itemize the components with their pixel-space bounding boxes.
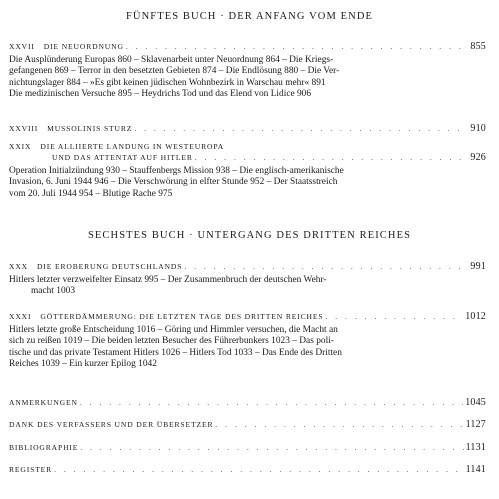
section-title: BIBLIOGRAPHIE	[9, 443, 79, 452]
chapter-number: XXIX	[9, 142, 32, 151]
chapter-title: MUSSOLINIS STURZ	[47, 124, 133, 133]
leader-dots	[80, 443, 463, 453]
toc-entry-xxvii[interactable]	[9, 42, 486, 101]
chapter-description: Operation Initialzündung 930 – Stauffenbergs Mission 938 – Die englisch-amerikanische Invasion, 6. Juni 1944 946 – Die Verschwörung in elfter Stunde 952 – Der Staatsstreich vom 20. Juli 1944 954 – Blutige Rache 975	[9, 166, 344, 199]
page-number: 991	[470, 261, 486, 272]
chapter-description: Hitlers letzte große Entscheidung 1016 – Göring und Himmler versuchen, die Macht an sich zu reißen 1019 – Die beiden letzten Besucher des Führerbunkers 1023 – Das poli- tische und das private Testament Hitlers 1026 – Hitlers Tod 1033 – Das Ende des Dritten Reiches 1039 – Ein kurzer Epilog 1042	[9, 325, 342, 370]
chapter-number: XXX	[9, 262, 29, 271]
leader-dots	[80, 398, 463, 408]
leader-dots	[126, 42, 469, 52]
chapter-description: Hitlers letzter verzweifelter Einsatz 995 – Der Zusammenbruch der deutschen Wehr- macht 1003	[9, 275, 327, 297]
leader-dots	[195, 153, 469, 163]
book-heading-6: SECHSTES BUCH · UNTERGANG DES DRITTEN REICHES	[87, 230, 412, 241]
page-number: 1127	[465, 419, 486, 430]
toc-entry-register[interactable]	[9, 465, 486, 475]
chapter-number: XXXI	[9, 312, 32, 321]
page-number: 1141	[465, 464, 486, 475]
section-title: REGISTER	[9, 465, 53, 474]
leader-dots	[184, 262, 468, 272]
leader-dots	[54, 465, 463, 475]
toc-entry-bibliographie[interactable]	[9, 443, 486, 453]
toc-entry-xxx[interactable]	[9, 262, 486, 298]
page-number: 926	[470, 152, 486, 163]
book-heading-5: FÜNFTES BUCH · DER ANFANG VOM ENDE	[125, 11, 374, 22]
chapter-title-continued: UND DAS ATTENTAT AUF HITLER	[52, 153, 193, 162]
leader-dots	[215, 420, 463, 430]
section-title: DANK DES VERFASSERS UND DER ÜBERSETZER	[9, 420, 214, 429]
page-number: 1012	[465, 311, 486, 322]
page-number: 910	[470, 123, 486, 134]
leader-dots	[325, 312, 463, 322]
chapter-title: DIE ALLIIERTE LANDUNG IN WESTEUROPA	[40, 142, 225, 151]
leader-dots	[134, 124, 468, 134]
chapter-title: DIE NEUORDNUNG	[43, 42, 124, 51]
chapter-title: DIE EROBERUNG DEUTSCHLANDS	[37, 262, 183, 271]
toc-entry-dank[interactable]	[9, 420, 486, 430]
page-number: 1045	[465, 397, 486, 408]
page-number: 855	[470, 41, 486, 52]
toc-entry-xxviii[interactable]	[9, 124, 486, 134]
chapter-number: XXVII	[9, 42, 35, 51]
toc-entry-xxxi[interactable]	[9, 312, 486, 371]
chapter-number: XXVIII	[9, 124, 39, 133]
chapter-description: Die Ausplünderung Europas 860 – Sklavenarbeit unter Neuordnung 864 – Die Kriegs- gefangenen 869 – Terror in den besetzten Gebieten 874 – Die Endlösung 880 – Die Ver- nichtungslager 884 – »Es gibt keinen jüdischen Wohnbezirk in Warschau mehr« 891 Die medizinischen Versuche 895 – Heydrichs Tod und das Elend von Lidice 906	[9, 55, 340, 100]
section-title: ANMERKUNGEN	[9, 398, 78, 407]
page-number: 1131	[465, 442, 486, 453]
toc-entry-xxix[interactable]	[9, 142, 486, 200]
toc-entry-anmerkungen[interactable]	[9, 398, 486, 408]
chapter-title: GÖTTERDÄMMERUNG: DIE LETZTEN TAGE DES DRITTEN REICHES	[40, 312, 324, 321]
